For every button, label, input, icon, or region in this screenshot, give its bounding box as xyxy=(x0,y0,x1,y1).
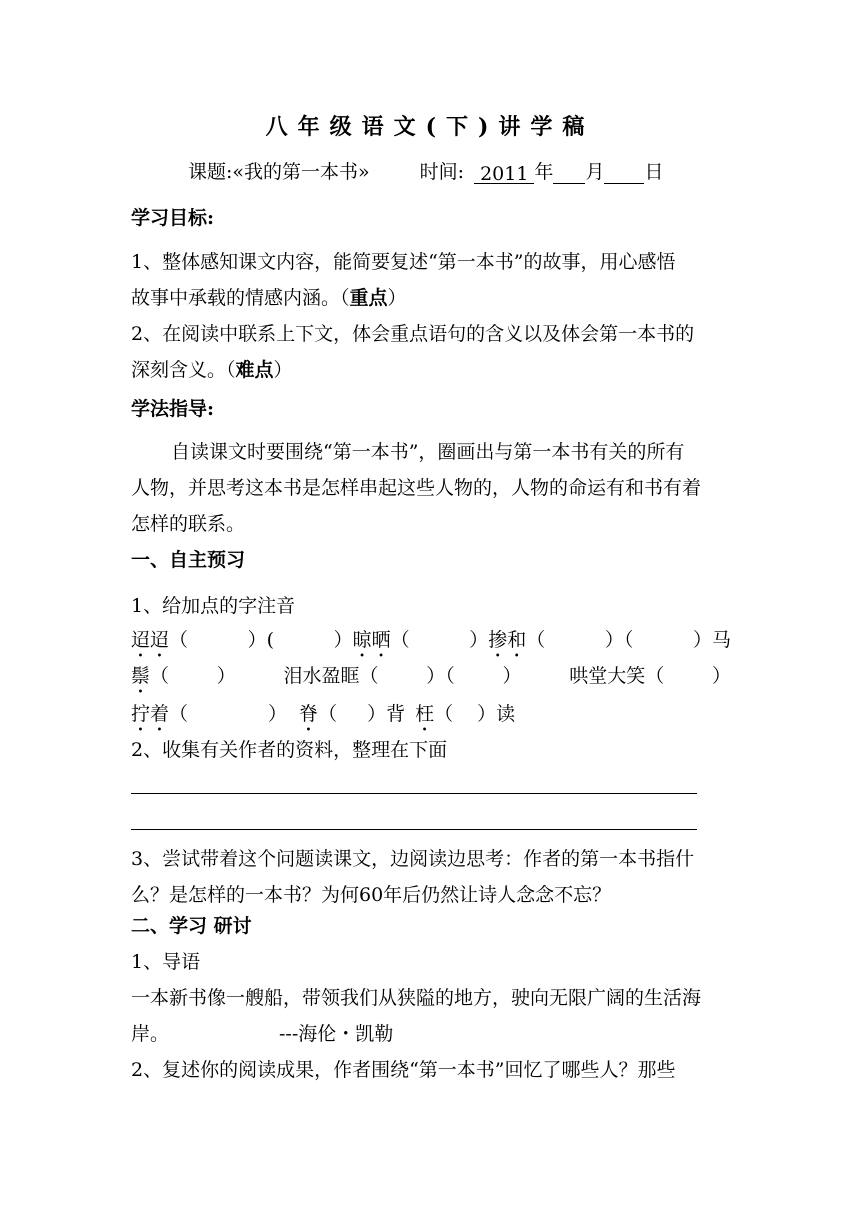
year-value: 2011 xyxy=(474,162,534,184)
pinyin-row-3: 拧着（ ） 脊（ ）背 枉（ ）读 xyxy=(131,703,516,725)
word-liangshai: 晾晒 xyxy=(352,629,391,651)
preview-q3-line-1: 3、尝试带着这个问题读课文，边阅读边思考：作者的第一本书指什 xyxy=(131,848,695,870)
topic-time-line xyxy=(188,160,748,184)
study-intro-label: 1、导语 xyxy=(131,951,201,973)
month-label: 月 xyxy=(585,161,605,183)
preview-heading: 一、自主预习 xyxy=(131,549,246,571)
quote-author: ---海伦・凯勒 xyxy=(279,1023,394,1045)
quote-line-2: 岸。 ---海伦・凯勒 xyxy=(131,1023,394,1045)
day-label: 日 xyxy=(644,161,664,183)
pinyin-row-2: 鬃（ ） 泪水盈眶（ ）（ ） 哄堂大笑（ ） xyxy=(131,665,731,687)
word-wang: 枉 xyxy=(415,703,435,725)
day-blank xyxy=(604,162,644,184)
topic-label: 课题:«我的第一本书» xyxy=(188,161,370,183)
method-line-3: 怎样的联系。 xyxy=(131,513,246,535)
method-heading: 学法指导: xyxy=(131,398,215,420)
year-label: 年 xyxy=(534,161,554,183)
word-leishuiyingkuang: 泪水盈眶 xyxy=(283,665,360,687)
answer-line-1 xyxy=(131,793,697,794)
preview-q1: 1、给加点的字注音 xyxy=(131,595,296,617)
study-q2-line-1: 2、复述你的阅读成果，作者围绕“第一本书”回忆了哪些人？那些 xyxy=(131,1059,676,1081)
objective-2-line-1: 2、在阅读中联系上下文，体会重点语句的含义以及体会第一本书的 xyxy=(131,323,695,345)
difficult-point-tag: 难点 xyxy=(235,359,274,381)
word-zong: 鬃 xyxy=(131,665,151,687)
study-heading: 二、学习 研讨 xyxy=(131,915,252,937)
method-line-2: 人物，并思考这本书是怎样串起这些人物的，人物的命运有和书有着 xyxy=(131,477,702,499)
word-hongtangdaxiao: 哄堂大笑 xyxy=(569,665,646,687)
word-chanhuo: 掺和 xyxy=(488,629,527,651)
preview-q2: 2、收集有关作者的资料，整理在下面 xyxy=(131,739,448,761)
word-tiaotiao: 迢迢 xyxy=(131,629,170,651)
page-title: 八年级语文(下)讲学稿 xyxy=(265,114,595,140)
word-ma: 马 xyxy=(711,629,731,651)
objectives-heading: 学习目标: xyxy=(131,207,215,229)
answer-line-2 xyxy=(131,829,697,830)
word-ji: 脊 xyxy=(299,703,319,725)
quote-line-1: 一本新书像一艘船，带领我们从狭隘的地方，驶向无限广阔的生活海 xyxy=(131,987,702,1009)
pinyin-row-1: 迢迢（ ）( ）晾晒（ ）掺和（ ）（ ）马 xyxy=(131,629,731,651)
word-du: 读 xyxy=(496,703,516,725)
objective-1-line-2: 故事中承载的情感内涵。（重点） xyxy=(131,287,407,309)
objective-2-line-2: 深刻含义。（难点） xyxy=(131,359,293,381)
month-blank xyxy=(553,162,585,184)
preview-q3-line-2: 么？是怎样的一本书？为何60年后仍然让诗人念念不忘？ xyxy=(131,884,612,906)
objective-1-line-1: 1、整体感知课文内容，能简要复述“第一本书”的故事，用心感悟 xyxy=(131,251,676,273)
method-line-1: 自读课文时要围绕“第一本书”，圈画出与第一本书有关的所有 xyxy=(171,441,685,463)
word-bei: 背 xyxy=(386,703,406,725)
time-label: 时间: xyxy=(419,161,465,183)
key-point-tag: 重点 xyxy=(349,287,388,309)
word-ningzhe: 拧着 xyxy=(131,703,170,725)
